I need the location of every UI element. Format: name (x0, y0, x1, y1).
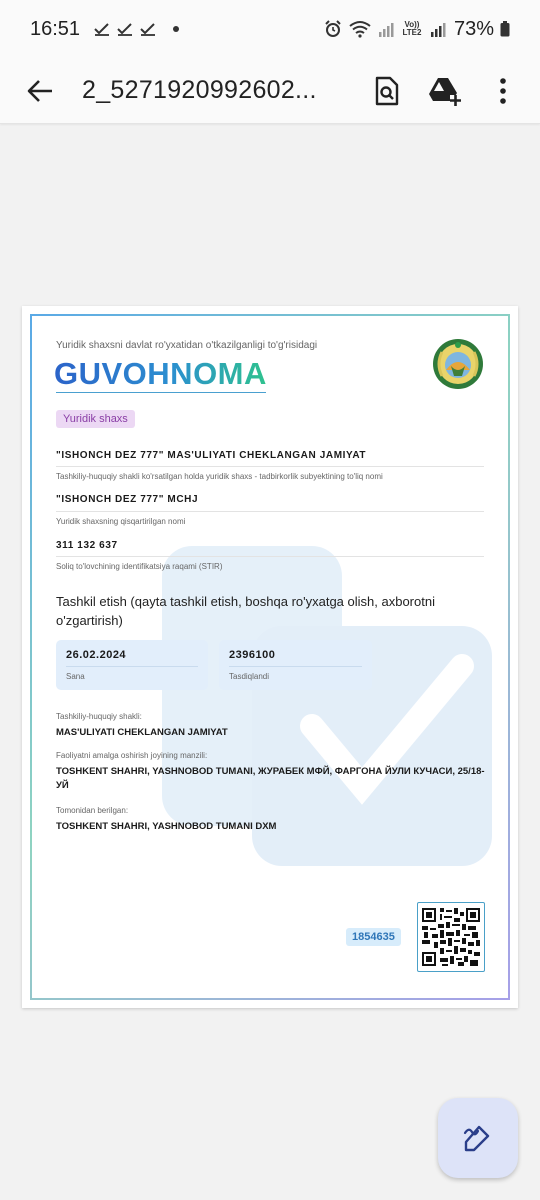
google-drive-add-icon (428, 76, 462, 106)
short-name-value: "ISHONCH DEZ 777" MCHJ (56, 494, 199, 505)
date-label: Sana (66, 672, 85, 681)
document-page[interactable] (22, 306, 518, 1008)
field-divider (56, 511, 484, 512)
legal-form-label: Tashkiliy-huquqiy shakli: (56, 712, 142, 721)
status-time: 16:51 (30, 17, 81, 40)
field-divider (56, 466, 484, 467)
entity-type-badge: Yuridik shaxs (56, 410, 135, 428)
battery-icon (500, 21, 510, 37)
notification-icons (94, 22, 179, 36)
signal-icon (430, 21, 446, 37)
qr-code (417, 902, 485, 972)
more-notifications-dot (173, 26, 179, 32)
done-all-icon (117, 22, 133, 36)
card-divider (66, 666, 198, 667)
issued-by-label: Tomonidan berilgan: (56, 806, 129, 815)
issued-by-value: TOSHKENT SHAHRI, YASHNOBOD TUMANI DXM (56, 821, 277, 832)
volte-indicator: Vo)) LTE2 (402, 20, 422, 37)
tin-value: 311 132 637 (56, 540, 118, 551)
date-card (56, 640, 208, 690)
alarm-icon (324, 20, 342, 38)
qr-code-icon (422, 907, 480, 967)
state-emblem-icon (432, 338, 484, 390)
registration-section-title: Tashkil etish (qayta tashkil etish, boshqa ro'yxatga olish, axborotni o'zgartirish) (56, 594, 435, 628)
certificate-heading: GUVOHNOMA (54, 356, 267, 391)
arrow-left-icon (27, 79, 53, 103)
field-divider (56, 556, 484, 557)
back-button[interactable] (22, 73, 58, 109)
system-icons (324, 18, 510, 41)
signal-icon (378, 21, 394, 37)
done-all-icon (94, 22, 110, 36)
short-name-label: Yuridik shaxsning qisqartirilgan nomi (56, 517, 186, 526)
document-search-icon (374, 76, 400, 106)
certificate-subtitle: Yuridik shaxsni davlat ro'yxatidan o'tkazilganligi to'g'risidagi (56, 340, 318, 351)
edit-sign-icon (463, 1123, 493, 1153)
more-options-button[interactable] (486, 74, 520, 108)
done-all-icon (140, 22, 156, 36)
save-to-drive-button[interactable] (428, 74, 462, 108)
address-value: TOSHKENT SHAHRI, YASHNOBOD TUMANI, ЖУРАБЕК МФЙ, ФАРГОНА ЙУЛИ КУЧАСИ, 25/18-УЙ (56, 766, 485, 791)
approval-card (219, 640, 372, 690)
search-in-document-button[interactable] (370, 74, 404, 108)
document-title: 2_5271920992602... (82, 76, 317, 104)
approval-label: Tasdiqlandi (229, 672, 270, 681)
date-value: 26.02.2024 (66, 649, 127, 661)
status-bar (0, 0, 540, 58)
address-label: Faoliyatni amalga oshirish joyining manzili: (56, 751, 208, 760)
serial-number-badge: 1854635 (346, 928, 401, 946)
card-divider (229, 666, 362, 667)
app-actions (370, 74, 520, 108)
legal-form-value: MAS'ULIYATI CHEKLANGAN JAMIYAT (56, 727, 228, 738)
full-name-value: "ISHONCH DEZ 777" MAS'ULIYATI CHEKLANGAN JAMIYAT (56, 450, 367, 461)
battery-percent: 73% (453, 17, 494, 40)
heading-underline (56, 392, 266, 393)
app-bar (0, 58, 540, 124)
full-name-label: Tashkiliy-huquqiy shakli ko'rsatilgan holda yuridik shaxs - tadbirkorlik subyektining to'liq nomi (56, 472, 383, 481)
approval-number-value: 2396100 (229, 649, 276, 661)
sign-edit-fab[interactable] (438, 1098, 518, 1178)
more-vert-icon (499, 78, 507, 104)
tin-label: Soliq to'lovchining identifikatsiya raqami (STIR) (56, 562, 223, 571)
wifi-icon (348, 20, 372, 38)
